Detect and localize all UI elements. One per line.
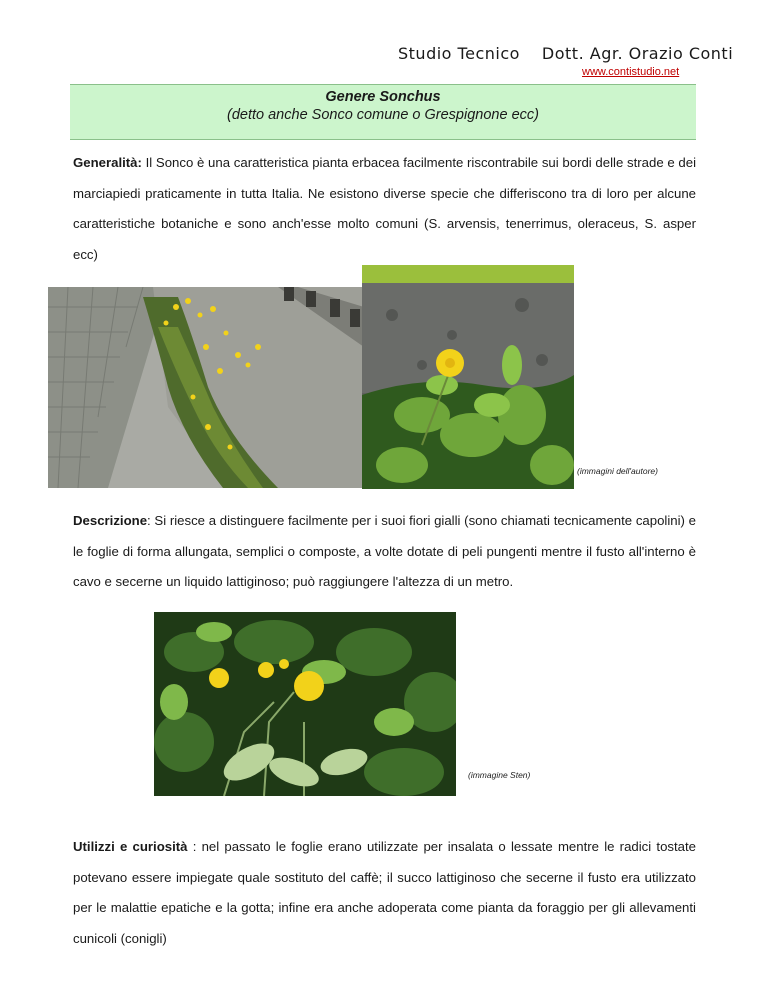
photo-sonchus-flowers xyxy=(154,612,456,796)
descrizione-label: Descrizione xyxy=(73,513,148,528)
caption-author: (immagini dell'autore) xyxy=(577,466,658,476)
letterhead-studio: Studio Tecnico xyxy=(398,44,520,63)
letterhead xyxy=(398,44,733,63)
generalita-text: Il Sonco è una caratteristica pianta erbacea facilmente riscontrabile sui bordi delle strade e dei marciapiedi praticamente in tutta Italia. Ne esistono diverse specie che differiscono tra di loro per alcune caratteristiche botaniche e sono anch'esse molto comuni (S. arvensis, tenerrimus, oleraceus, S. asper ecc) xyxy=(73,155,696,262)
utilizzi-text: : nel passato le foglie erano utilizzate per insalata o lessate mentre le radici tostate potevano essere impiegate quale sostituto del caffè; il succo lattiginoso che secerne il fusto era utilizzato per le malattie epatiche e la gotta; infine era anche adoperata come pianta da foraggio per gli allevamenti cunicoli (conigli) xyxy=(73,839,696,946)
website-link[interactable]: www.contistudio.net xyxy=(582,66,680,78)
utilizzi-label: Utilizzi e curiosità xyxy=(73,839,188,854)
utilizzi-paragraph xyxy=(73,832,696,954)
page-title: Genere Sonchus xyxy=(325,89,441,105)
title-box xyxy=(70,84,696,140)
page-subtitle: (detto anche Sonco comune o Grespignone ecc) xyxy=(227,107,539,123)
photo-sidewalk-plant xyxy=(48,287,364,488)
caption-sten: (immagine Sten) xyxy=(468,770,531,780)
generalita-paragraph xyxy=(73,148,696,270)
descrizione-text: : Si riesce a distinguere facilmente per i suoi fiori gialli (sono chiamati tecnicamente capolini) e le foglie di forma allungata, semplici o composte, a volte dotate di peli pungenti mentre il fusto all'interno è cavo e secerne un liquido lattiginoso; può raggiungere l'altezza di un metro. xyxy=(73,513,696,589)
letterhead-name: Dott. Agr. Orazio Conti xyxy=(541,44,734,63)
descrizione-paragraph xyxy=(73,506,696,598)
photo-wall-plant xyxy=(362,265,574,489)
generalita-label: Generalità: xyxy=(73,155,142,170)
